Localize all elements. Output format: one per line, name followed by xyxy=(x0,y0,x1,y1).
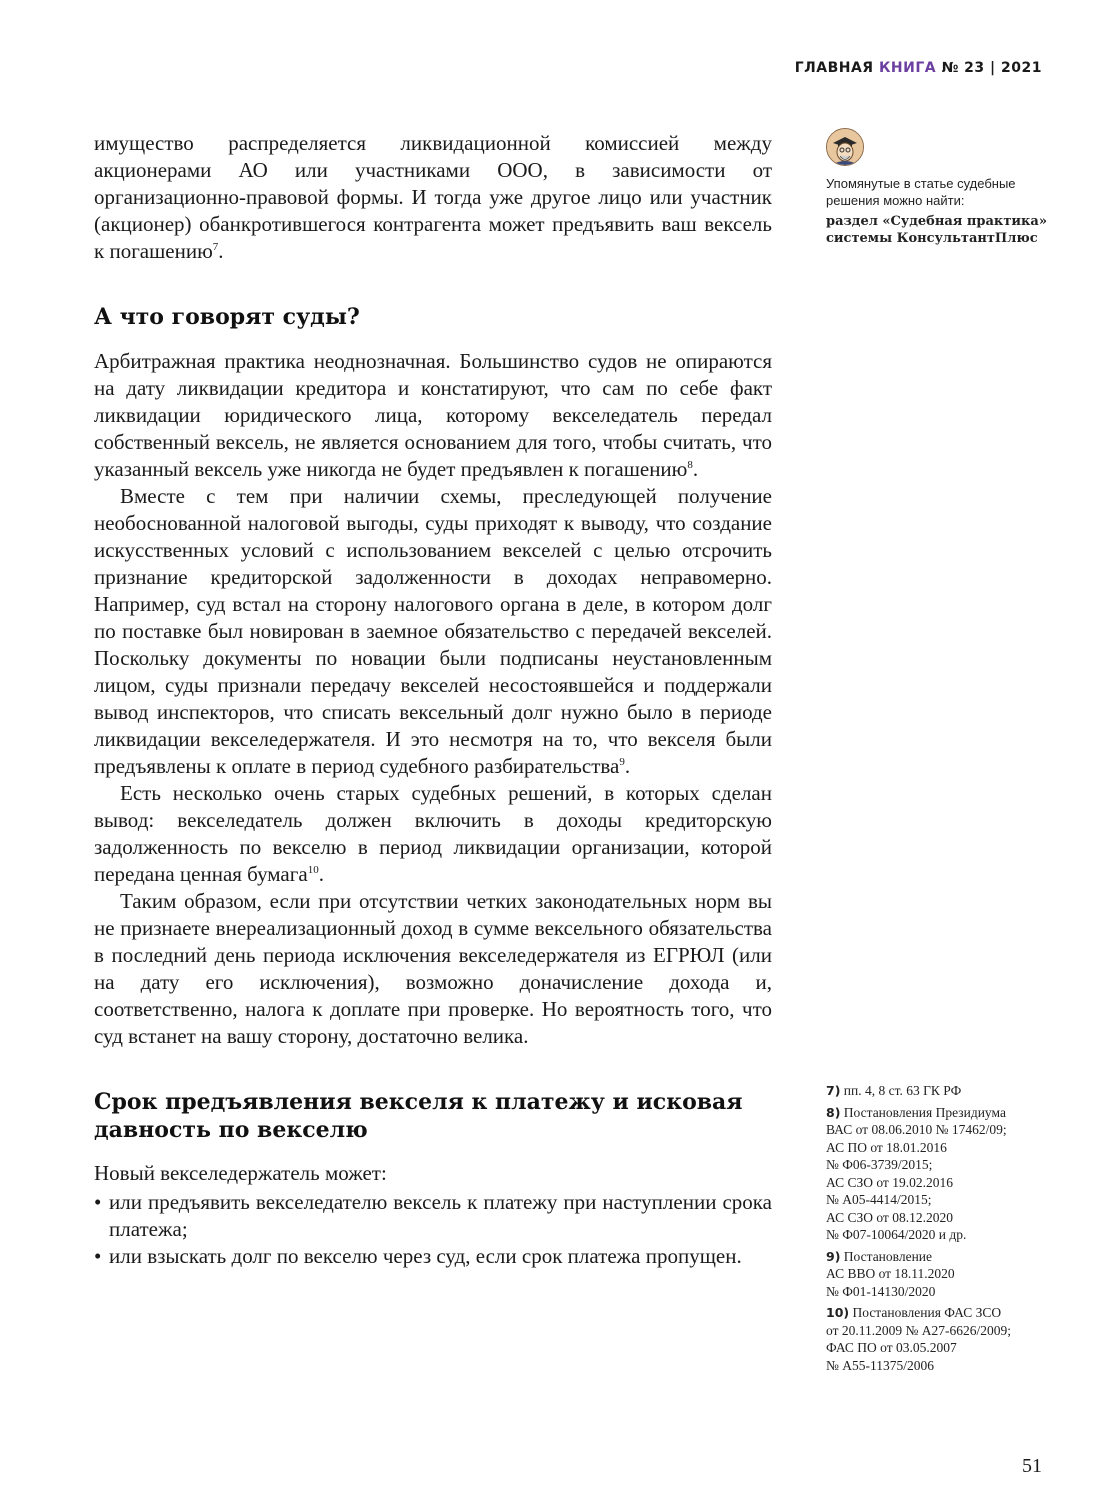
paragraph: Новый векселедержатель может: xyxy=(94,1161,387,1185)
sidebar-lead: Упомянутые в статье судебные решения можно найти: xyxy=(826,176,1016,208)
bullet-list xyxy=(94,1189,772,1270)
footnote-number: 10) xyxy=(826,1305,850,1320)
footnote-ref[interactable]: 7 xyxy=(212,241,219,253)
sidebar-reference: раздел «Судебная практика» системы КонсультантПлюс xyxy=(826,214,1047,246)
brand-name: ГЛАВНАЯ xyxy=(794,60,874,76)
paragraph-intro: имущество распределяется ликвидационной комиссией между акционерами АО или участниками ООО, в зависимости от организационно-правовой формы. И тогда уже другое лицо или участник (акционер) обанкротившегося контрагента может предъявить ваш вексель к погашению$^7$. xyxy=(94,131,772,263)
footnote: 8) Постановления Президиума ВАС от 08.06.2010 № 17462/09; АС ПО от 18.01.2016 № Ф06-3739/2015; АС СЗО от 19.02.2016 № А05-4414/2015; АС СЗО от 08.12.2020 № Ф07-10064/2020 и др. xyxy=(826,1104,1007,1242)
footnote-ref[interactable]: 10 xyxy=(307,864,319,876)
paragraph: Вместе с тем при наличии схемы, преследующей получение необоснованной налоговой выгоды, суды приходят к выводу, что создание искусственных условий с использованием векселей с целью отсрочить признание кредиторской задолженности в доходах неправомерно. Например, суд встал на сторону налогового органа в деле, в котором долг по поставке был новирован в заемное обязательство с передачей векселей. Поскольку документы по новации были подписаны неустановленным лицом, суды признали передачу векселей несостоявшейся и поддержали вывод инспекторов, что списать вексельный долг нужно было в периоде ликвидации векселедержателя. И это несмотря на то, что векселя были предъявлены к оплате в период судебного разбирательства$^9$. xyxy=(94,484,772,778)
paragraph: Есть несколько очень старых судебных решений, в которых сделан вывод: векселедатель должен включить в доходы кредиторскую задолженность по векселю в период ликвидации организации, которой передана ценная бумага$^{10}$. xyxy=(94,781,772,886)
footnote: 7) пп. 4, 8 ст. 63 ГК РФ xyxy=(826,1083,962,1098)
footnote-number: 8) xyxy=(826,1104,841,1120)
consultant-mascot-icon xyxy=(826,128,864,166)
footnote-ref[interactable]: 8 xyxy=(687,459,693,471)
magazine-header xyxy=(795,60,1042,76)
sidebar-note xyxy=(826,128,1048,247)
section-heading: Срок предъявления векселя к платежу и исковая давность по векселю xyxy=(94,1089,743,1143)
footnote-ref[interactable]: 9 xyxy=(619,756,625,768)
page-number: 51 xyxy=(1022,1455,1042,1477)
brand-name-accent: КНИГА xyxy=(878,60,937,76)
section-heading: А что говорят суды? xyxy=(94,304,360,330)
list-item: • или взыскать долг по векселю через суд, если срок платежа пропущен. xyxy=(94,1244,742,1268)
footnote-number: 9) xyxy=(826,1248,841,1264)
paragraph: Арбитражная практика неоднозначная. Большинство судов не опираются на дату ликвидации кредитора и констатируют, что сам по себе факт ликвидации юридического лица, которому векселедатель передал собственный вексель, не является основанием для того, чтобы считать, что указанный вексель уже никогда не будет предъявлен к погашению$^8$. xyxy=(94,349,772,481)
issue-number: № 23 | 2021 xyxy=(941,60,1042,76)
footnote: 9) Постановление АС ВВО от 18.11.2020 № Ф01-14130/2020 xyxy=(826,1248,955,1299)
list-item: • или предъявить векселедателю вексель к платежу при наступлении срока платежа; xyxy=(94,1190,772,1241)
paragraph: Таким образом, если при отсутствии четких законодательных норм вы не признаете внереализационный доход в сумме вексельного обязательства в последний день периода исключения векселедержателя из ЕГРЮЛ (или на дату его исключения), возможно доначисление дохода и, соответственно, налога к доплате при проверке. Но вероятность того, что суд встанет на вашу сторону, достаточно велика. xyxy=(94,889,772,1048)
bullet-icon: • xyxy=(94,1244,102,1268)
footnotes xyxy=(826,1082,1048,1378)
article-body xyxy=(94,130,772,1270)
bullet-icon: • xyxy=(94,1190,102,1214)
footnote-number: 7) xyxy=(826,1083,841,1098)
footnote: 10) Постановления ФАС ЗСО от 20.11.2009 № А27-6626/2009; ФАС ПО от 03.05.2007 № А55-11375/2006 xyxy=(826,1305,1011,1373)
